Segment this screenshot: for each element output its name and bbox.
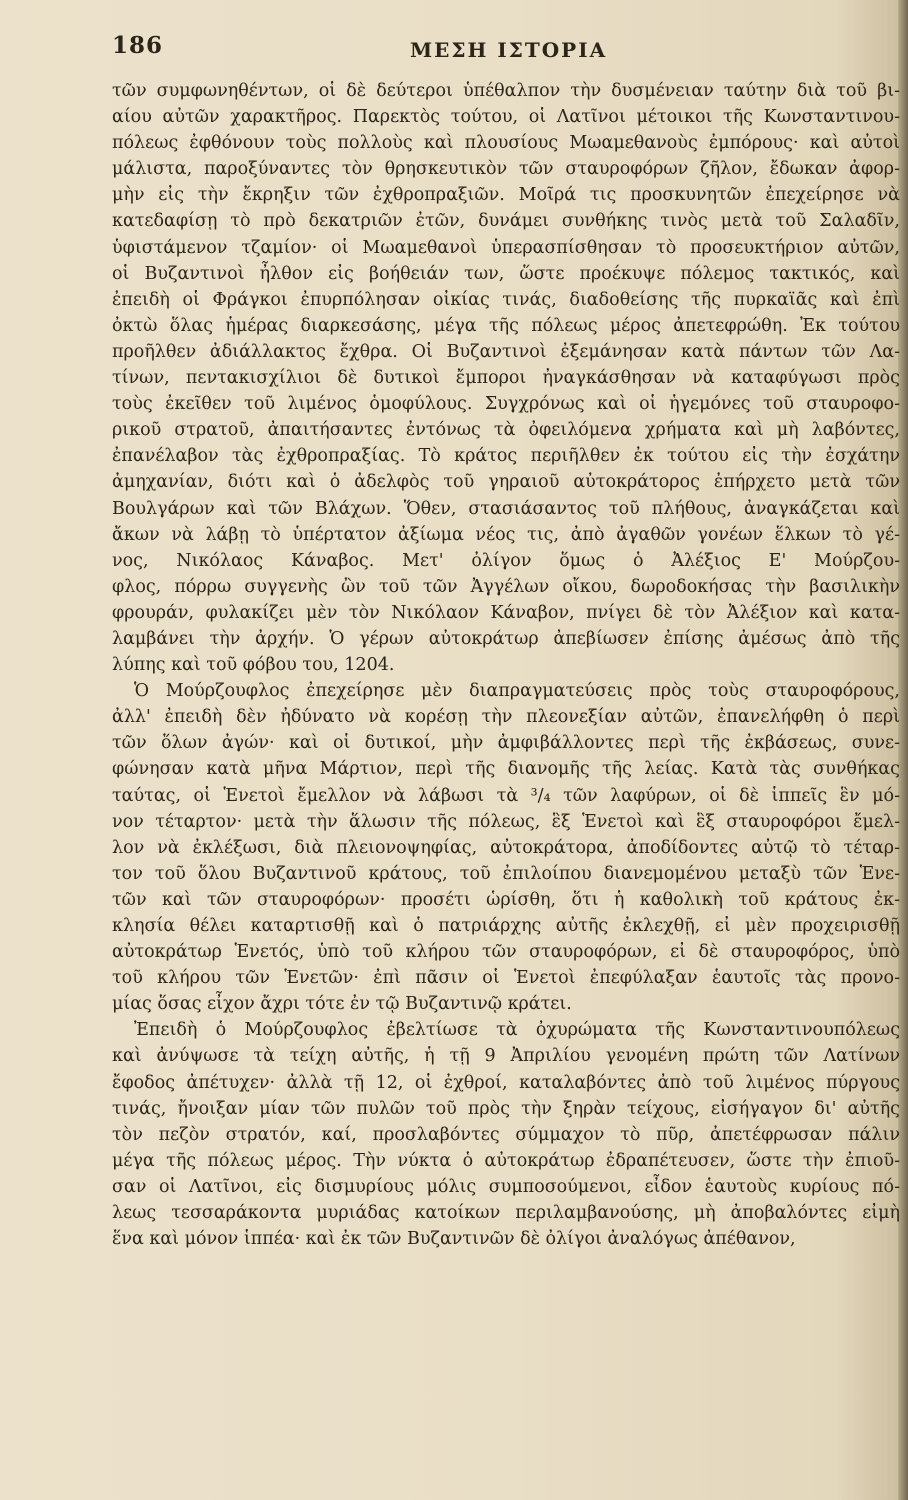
paragraph [112,1017,902,1252]
text-line: ἄκων νὰ λάβῃ τὸ ὑπέρτατον ἀξίωμα νέος τις, ἀπὸ ἀγαθῶν γονέων ἕλκων τὸ γέ- [112,524,900,545]
text-line: ἀμηχανίαν, διότι καὶ ὁ ἀδελφὸς τοῦ γηραιοῦ αὐτοκράτορος ἐπήρχετο μετὰ τῶν [112,472,900,493]
text-line: τινάς, ἤνοιξαν μίαν τῶν πυλῶν τοῦ πρὸς τὴν ξηρὰν τείχους, εἰσήγαγον δι' αὐτῆς [112,1098,900,1119]
text-line: μέγα τῆς πόλεως μέρος. Τὴν νύκτα ὁ αὐτοκράτωρ ἐδραπέτευσεν, ὥστε τὴν ἐπιοῦ- [112,1150,900,1171]
text-line: φλος, πόρρω συγγενὴς ὢν τοῦ τῶν Ἀγγέλων οἴκου, δωροδοκήσας τὴν βασιλικὴν [112,576,900,597]
text-line: ἕνα καὶ μόνον ἱππέα· καὶ ἐκ τῶν Βυζαντινῶν δὲ ὀλίγοι ἀναλόγως ἀπέθανον, [112,1229,796,1250]
text-line: λεως τεσσαράκοντα μυριάδας κατοίκων περιλαμβανούσης, μὴ ἀποβαλόντες εἰμὴ [112,1203,900,1224]
text-line: ὀκτὼ ὅλας ἡμέρας διαρκεσάσης, μέγα τῆς πόλεως μέρος ἀπετεφρώθη. Ἐκ τούτου [112,315,900,336]
text-line: ἐπειδὴ οἱ Φράγκοι ἐπυρπόλησαν οἰκίας τινάς, διαδοθείσης τῆς πυρκαϊᾶς καὶ ἐπὶ [112,289,900,310]
page-header [0,30,908,74]
text-line: Ἐπειδὴ ὁ Μούρζουφλος ἐβελτίωσε τὰ ὀχυρώματα τῆς Κωνσταντινουπόλεως [134,1020,900,1041]
text-line: σαν οἱ Λατῖνοι, εἰς δισμυρίους μόλις συμποσούμενοι, εἶδον ἑαυτοὺς κυρίους πό- [112,1176,900,1197]
text-line: τον τοῦ ὅλου Βυζαντινοῦ κράτους, τοῦ ἐπιλοίπου διανεμομένου μεταξὺ τῶν Ἑνε- [112,863,900,884]
text-line: μίας ὅσας εἶχον ἄχρι τότε ἐν τῷ Βυζαντινῷ κράτει. [112,994,572,1015]
text-line: ἔφοδος ἀπέτυχεν· ἀλλὰ τῇ 12, οἱ ἐχθροί, καταλαβόντες ἀπὸ τοῦ λιμένος πύργους [112,1072,900,1093]
body-text [112,78,902,1252]
paragraph [112,78,902,678]
text-line: λύπης καὶ τοῦ φόβου του, 1204. [112,655,395,676]
text-line: τῶν ὅλων ἀγών· καὶ οἱ δυτικοί, μὴν ἀμφιβάλλοντες περὶ τῆς ἐκβάσεως, συνε- [112,733,900,754]
paragraph [112,678,902,1017]
text-line: τῶν καὶ τῶν σταυροφόρων· προσέτι ὡρίσθη, ὅτι ἡ καθολικὴ τοῦ κράτους ἐκ- [112,889,900,910]
text-line: Βουλγάρων καὶ τῶν Βλάχων. Ὅθεν, στασιάσαντος τοῦ πλήθους, ἀναγκάζεται καὶ [112,498,900,519]
text-line: ἀλλ' ἐπειδὴ δὲν ἠδύνατο νὰ κορέσῃ τὴν πλεονεξίαν αὐτῶν, ἐπανελήφθη ὁ περὶ [112,707,900,728]
text-line: νον τέταρτον· μετὰ τὴν ἅλωσιν τῆς πόλεως, ἓξ Ἑνετοὶ καὶ ἓξ σταυροφόροι ἔμελ- [112,811,900,832]
text-line: κλησία θέλει καταρτισθῇ καὶ ὁ πατριάρχης αὐτῆς ἐκλεχθῇ, εἰ μὲν προχειρισθῇ [112,916,900,936]
text-line: αὐτοκράτωρ Ἑνετός, ὑπὸ τοῦ κλήρου τῶν σταυροφόρων, εἰ δὲ σταυροφόρος, ὑπὸ [112,942,900,963]
text-line: αίου αὐτῶν χαρακτῆρος. Παρεκτὸς τούτου, οἱ Λατῖνοι μέτοικοι τῆς Κωνσταντινου- [112,107,900,128]
text-line: φρουράν, φυλακίζει μὲν τὸν Νικόλαον Κάναβον, πνίγει δὲ τὸν Ἀλέξιον καὶ κατα- [112,602,900,623]
text-line: τίνων, πεντακισχίλιοι δὲ δυτικοὶ ἔμποροι ἠναγκάσθησαν νὰ καταφύγωσι πρὸς [112,368,900,389]
text-line: καὶ ἀνύψωσε τὰ τείχη αὐτῆς, ἡ τῇ 9 Ἀπριλίου γενομένη πρώτη τῶν Λατίνων [112,1046,900,1067]
text-line: ρικοῦ στρατοῦ, ἀπαιτήσαντες ἐντόνως τὰ ὀφειλόμενα χρήματα καὶ μὴ λαβόντες, [112,420,900,441]
text-line: τοὺς ἐκεῖθεν τοῦ λιμένος ὁμοφύλους. Συγχρόνως καὶ οἱ ἡγεμόνες τοῦ σταυροφο- [112,394,900,415]
text-line: νος, Νικόλαος Κάναβος. Μετ' ὀλίγον ὅμως ὁ Ἀλέξιος Ε' Μούρζου- [112,550,900,571]
text-line: λον νὰ ἐκλέξωσι, διὰ πλειονοψηφίας, αὐτοκράτορα, ἀποδίδοντες αὐτῷ τὸ τέταρ- [112,837,900,858]
text-line: λαμβάνει τὴν ἀρχήν. Ὁ γέρων αὐτοκράτωρ ἀπεβίωσεν ἐπίσης ἀμέσως ἀπὸ τῆς [112,628,900,649]
text-line: μὴν εἰς τὴν ἔκρηξιν τῶν ἐχθροπραξιῶν. Μοῖρά τις προσκυνητῶν ἐπεχείρησε νὰ [112,185,900,206]
text-line: Ὁ Μούρζουφλος ἐπεχείρησε μὲν διαπραγματεύσεις πρὸς τοὺς σταυροφόρους, [134,681,900,702]
text-line: τῶν συμφωνηθέντων, οἱ δὲ δεύτεροι ὑπέθαλπον τὴν δυσμένειαν ταύτην διὰ τοῦ βι- [112,81,900,101]
text-line: φώνησαν κατὰ μῆνα Μάρτιον, περὶ τῆς διανομῆς τῆς λείας. Κατὰ τὰς συνθήκας [112,759,900,780]
text-line: τὸν πεζὸν στρατόν, καί, προσλαβόντες σύμμαχον τὸ πῦρ, ἀπετέφρωσαν πάλιν [112,1124,900,1145]
text-line: ταύτας, οἱ Ἑνετοὶ ἔμελλον νὰ λάβωσι τὰ ³/₄ τῶν λαφύρων, οἱ δὲ ἱππεῖς ἓν μό- [112,785,900,806]
text-line: τοῦ κλήρου τῶν Ἑνετῶν· ἐπὶ πᾶσιν οἱ Ἑνετοὶ ἐπεφύλαξαν ἑαυτοῖς τὰς προνο- [112,968,900,989]
page-number: 186 [112,32,164,59]
text-line: ἐπανέλαβον τὰς ἐχθροπραξίας. Τὸ κράτος περιῆλθεν ἐκ τούτου εἰς τὴν ἐσχάτην [112,446,900,467]
text-line: μάλιστα, παροξύναντες τὸν θρησκευτικὸν τῶν σταυροφόρων ζῆλον, ἔδωκαν ἀφορ- [112,159,900,180]
text-line: προῆλθεν ἀδιάλλακτος ἔχθρα. Οἱ Βυζαντινοὶ ἐξεμάνησαν κατὰ πάντων τῶν Λα- [112,341,900,362]
text-line: οἱ Βυζαντινοὶ ἦλθον εἰς βοήθειάν των, ὥστε προέκυψε πόλεμος τακτικός, καὶ [112,263,900,284]
text-line: ὑφιστάμενον τζαμίον· οἱ Μωαμεθανοὶ ὑπερασπίσθησαν τὸ προσευκτήριον αὐτῶν, [112,237,900,258]
text-line: πόλεως ἐφθόνουν τοὺς πολλοὺς καὶ πλουσίους Μωαμεθανοὺς ἐμπόρους· καὶ αὐτοὶ [112,133,900,154]
text-line: κατεδαφίσῃ τὸ πρὸ δεκατριῶν ἐτῶν, δυνάμει συνθήκης τινὸς μετὰ τοῦ Σαλαδῖν, [112,211,900,232]
running-title: ΜΕΣΗ ΙΣΤΟΡΙΑ [410,38,608,62]
